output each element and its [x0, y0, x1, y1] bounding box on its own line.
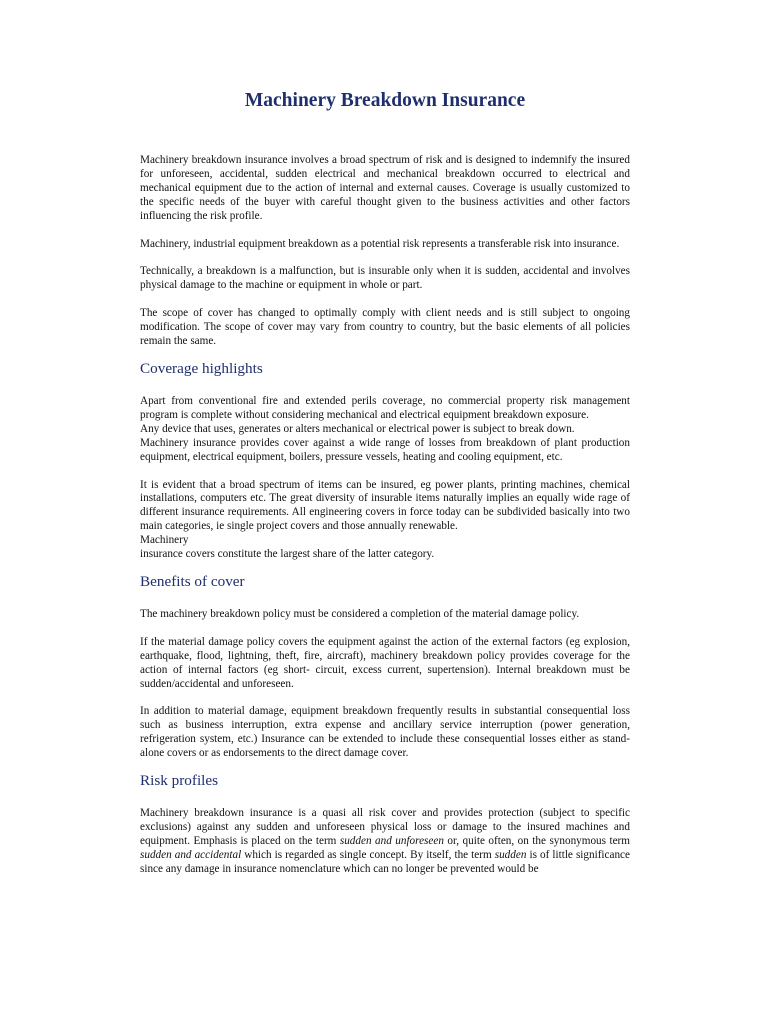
- coverage-paragraph-2-main: It is evident that a broad spectrum of items can be insured, eg power plants, printing machines, chemical installations, computers etc. The great diversity of insurable items naturally implies an equally wide rage of different insurance requirements. All engineering covers in force today can be subdivided basically into two main categories, ie single project covers and those annually renewable.: [140, 478, 630, 533]
- risk-text-4: is of little significance since any damage in insurance nomenclature which can no longer be prevented would be: [140, 848, 630, 875]
- risk-text-2: or, quite often, on the synonymous term: [443, 834, 630, 847]
- intro-paragraph-2: Machinery, industrial equipment breakdown as a potential risk represents a transferable risk into insurance.: [140, 237, 620, 250]
- coverage-paragraph-2-tail-1: Machinery: [140, 534, 189, 547]
- coverage-paragraph-2: [140, 479, 630, 562]
- coverage-line-2: Any device that uses, generates or alters mechanical or electrical power is subject to break down.: [140, 422, 575, 435]
- intro-paragraph-4: The scope of cover has changed to optimally comply with client needs and is still subject to ongoing modification. The scope of cover may vary from country to country, but the basic elements of all policies remain the same.: [140, 307, 630, 348]
- risk-emphasis-1: sudden and unforeseen: [339, 834, 444, 847]
- section-heading-benefits: Benefits of cover: [140, 572, 245, 590]
- benefits-paragraph-2: If the material damage policy covers the equipment against the action of the external factors (eg explosion, earthquake, flood, lightning, theft, fire, aircraft), machinery breakdown policy provides coverage for the action of internal factors (eg short- circuit, excess current, supertension). Internal breakdown must be sudden/accidental and unforeseen.: [140, 635, 630, 690]
- intro-paragraph-1: Machinery breakdown insurance involves a broad spectrum of risk and is designed to indemnify the insured for unforeseen, accidental, sudden electrical and mechanical breakdown occurred to electrical and mechanical equipment due to the action of internal and external causes. Coverage is usually customized to the specific needs of the buyer with careful thought given to the business activities and other factors influencing the risk profile.: [140, 154, 630, 222]
- benefits-paragraph-3: In addition to material damage, equipment breakdown frequently results in substantial consequential loss such as business interruption, extra expense and ancillary service interruption (power generation, refrigeration system, etc.) Insurance can be extended to include these consequential losses either as stand-alone covers or as endorsements to the direct damage cover.: [140, 705, 630, 760]
- coverage-paragraph-2-tail-2: insurance covers constitute the largest share of the latter category.: [140, 548, 435, 561]
- section-heading-risk-profiles: Risk profiles: [140, 772, 219, 790]
- document-title: Machinery Breakdown Insurance: [244, 90, 526, 111]
- section-heading-coverage: Coverage highlights: [140, 359, 263, 377]
- benefits-paragraph-1: The machinery breakdown policy must be considered a completion of the material damage policy.: [140, 607, 580, 620]
- risk-emphasis-3: sudden: [494, 848, 527, 861]
- risk-text-3: which is regarded as single concept. By itself, the term: [241, 848, 495, 861]
- intro-paragraph-3: Technically, a breakdown is a malfunction, but is insurable only when it is sudden, accidental and involves physical damage to the machine or equipment in whole or part.: [140, 265, 630, 292]
- risk-text-1: Machinery breakdown insurance is a quasi all risk cover and provides protection (subject to specific exclusions) against any sudden and unforeseen physical loss or damage to the insured machines and equipment. Emphasis is placed on the term: [140, 807, 630, 847]
- coverage-line-1: Apart from conventional fire and extended perils coverage, no commercial property risk management program is complete without considering mechanical and electrical equipment breakdown exposure.: [140, 394, 630, 421]
- risk-emphasis-2: sudden and accidental: [140, 848, 242, 861]
- coverage-paragraph-1: [140, 395, 630, 465]
- risk-paragraph-1: [140, 807, 630, 877]
- coverage-line-3: Machinery insurance provides cover against a wide range of losses from breakdown of plant production equipment, electrical equipment, boilers, pressure vessels, heating and cooling equipment, etc.: [140, 436, 630, 463]
- document-page: [140, 0, 630, 1024]
